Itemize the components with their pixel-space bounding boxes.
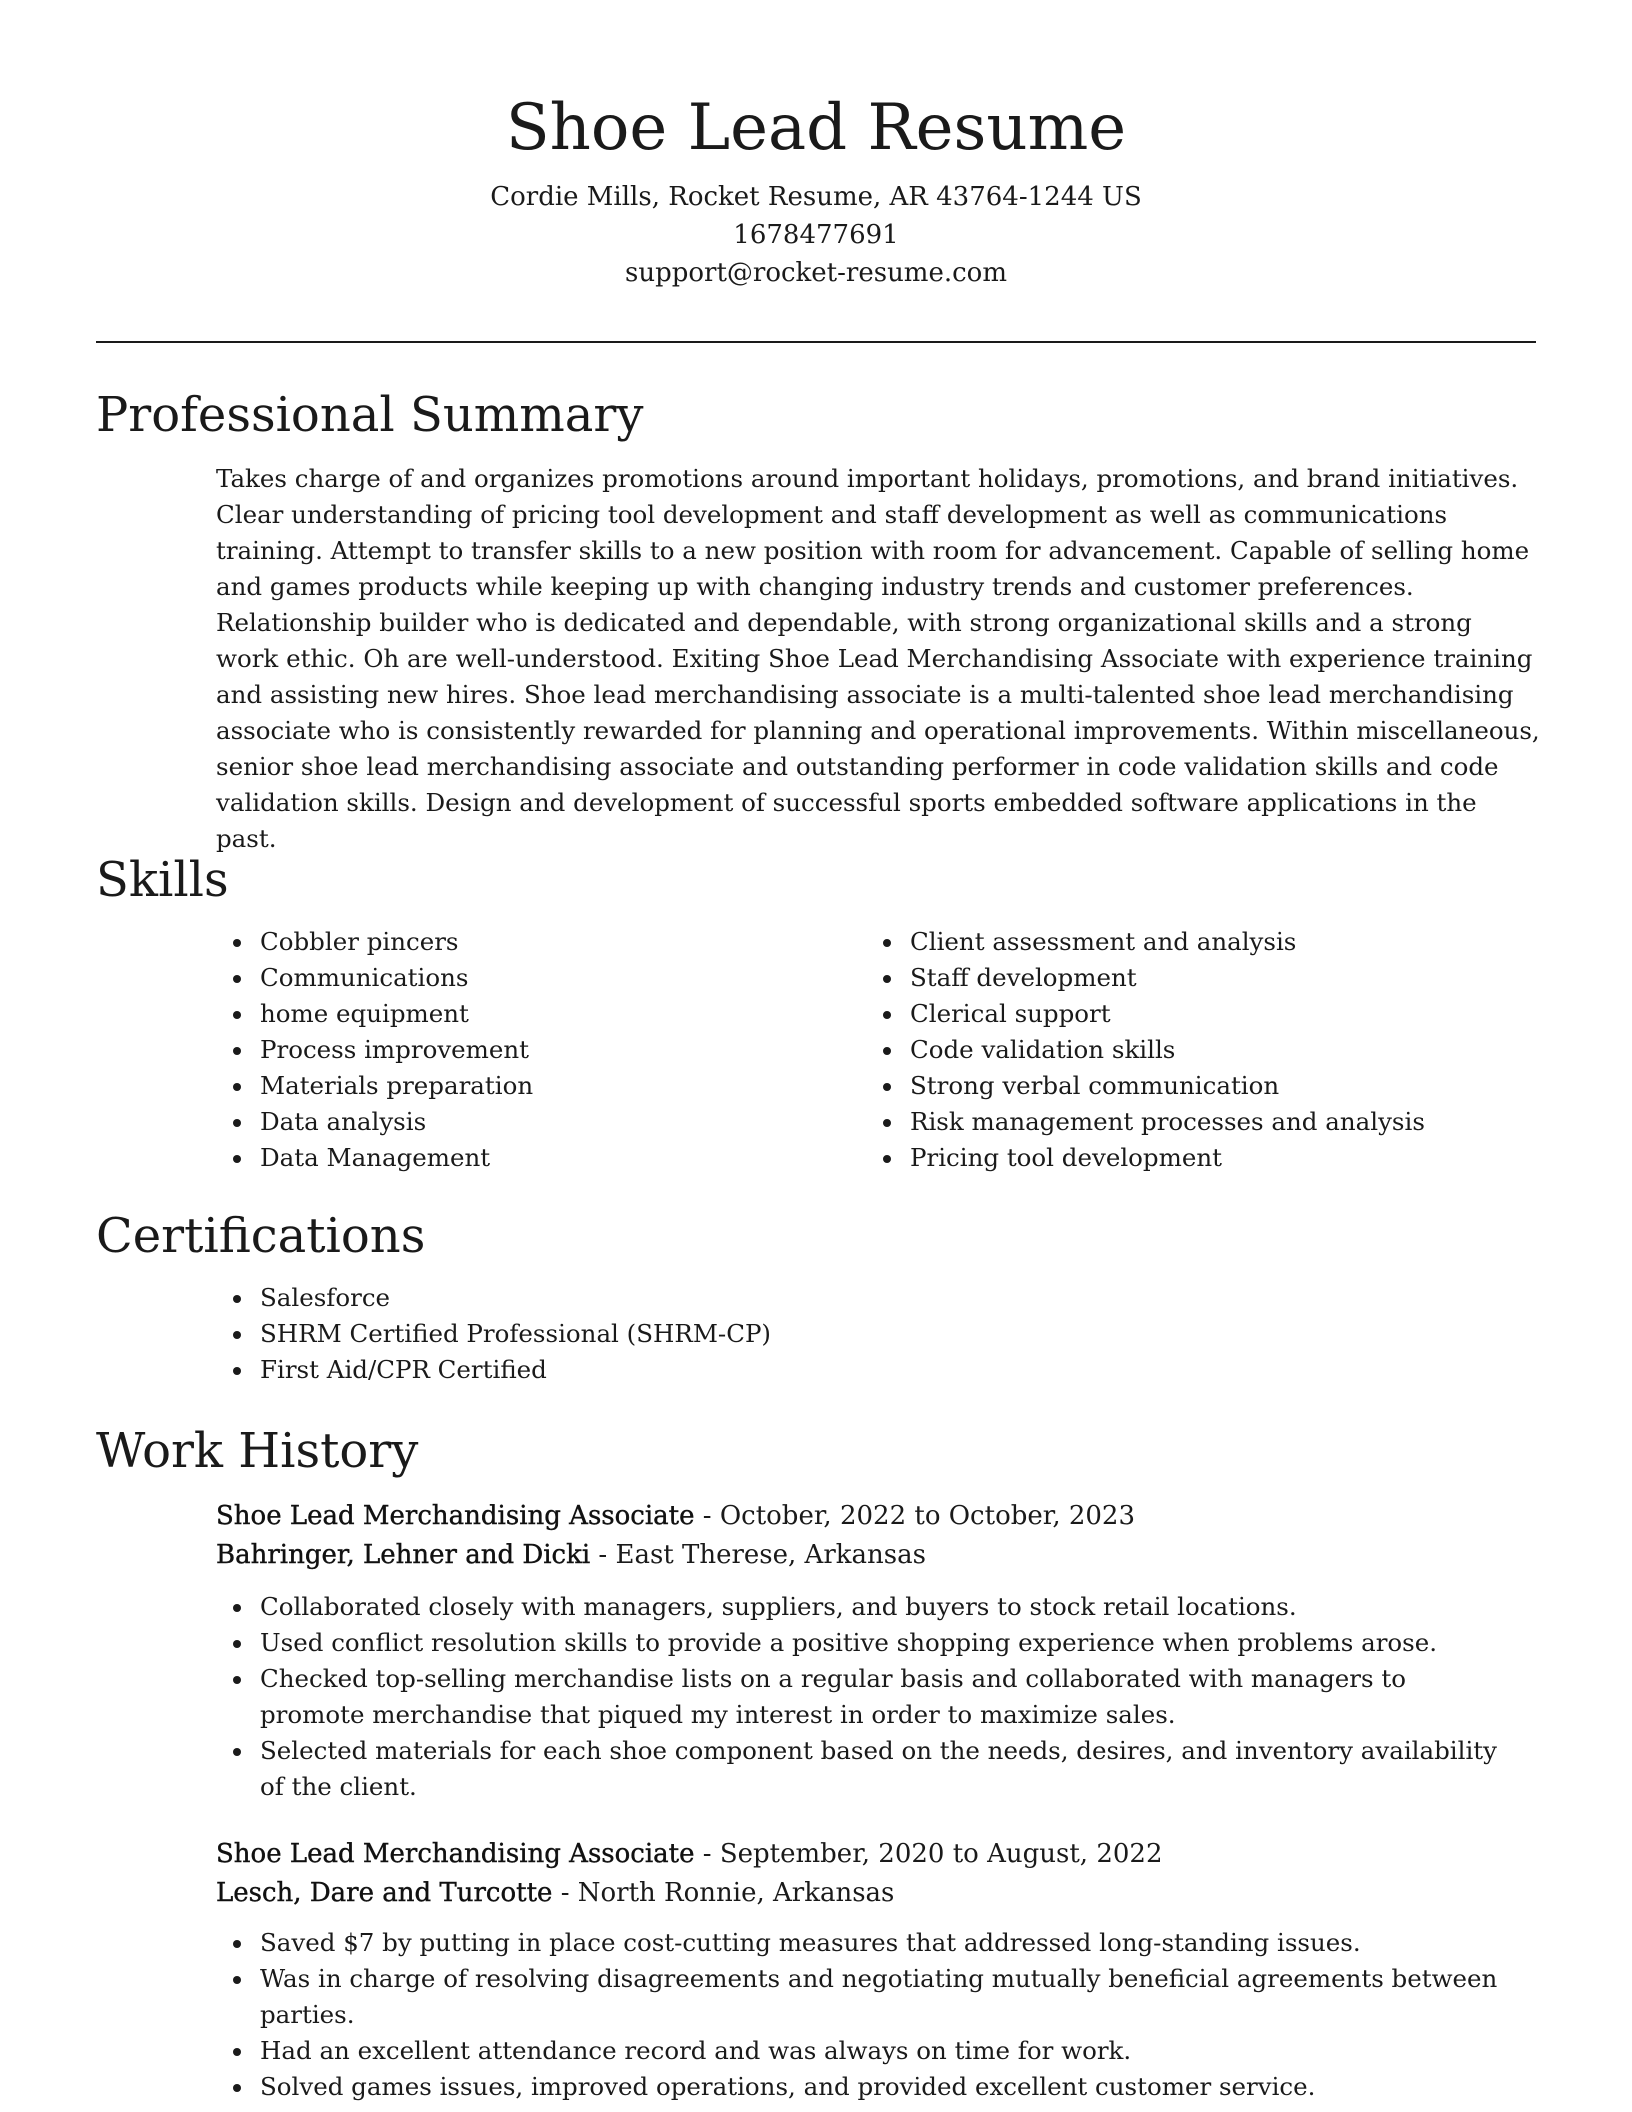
contact-email: support@rocket-resume.com (624, 258, 1007, 288)
skills-columns (216, 924, 1536, 1176)
certifications-heading: Certifications (96, 1208, 426, 1264)
job-bullet: Collaborated closely with managers, suppliers, and buyers to stock retail locations. (216, 1589, 1516, 1625)
skill-item: home equipment (216, 996, 856, 1032)
summary-text: Takes charge of and organizes promotions around important holidays, promotions, and brand initiatives. Clear understanding of pricing tool development and staff development as well as communications training. Attempt to transfer skills to a new position with room for advancement. Capable of selling home and games products while keeping up with changing industry trends and customer preferences. Relationship builder who is dedicated and dependable, with strong organizational skills and a strong work ethic. Oh are well-understood. Exiting Shoe Lead Merchandising Associate with experience training and assisting new hires. Shoe lead merchandising associate is a multi-talented shoe lead merchandising associate who is consistently rewarded for planning and operational improvements. Within miscellaneous, senior shoe lead merchandising associate and outstanding performer in code validation skills and code validation skills. Design and development of successful sports embedded software applications in the past. (216, 464, 1540, 853)
skill-item: Risk management processes and analysis (866, 1104, 1506, 1140)
skill-item: Pricing tool development (866, 1140, 1506, 1176)
skill-item: Communications (216, 960, 856, 996)
certification-item: Salesforce (216, 1280, 1536, 1316)
skill-item: Process improvement (216, 1032, 856, 1068)
job-bullet: Saved $7 by putting in place cost-cutting measures that addressed long-standing issues. (216, 1925, 1516, 1961)
certifications-section (96, 1204, 1536, 1388)
summary-section (96, 383, 1540, 857)
job-dates: - October, 2022 to October, 2023 (694, 1501, 1136, 1531)
skill-item: Staff development (866, 960, 1506, 996)
skill-item: Materials preparation (216, 1068, 856, 1104)
skill-item: Clerical support (866, 996, 1506, 1032)
job-title-line (216, 1497, 1536, 1536)
skills-section (96, 848, 1536, 1176)
certification-item: First Aid/CPR Certified (216, 1352, 1536, 1388)
job-entry (216, 1497, 1536, 1805)
skill-item: Data analysis (216, 1104, 856, 1140)
job-bullets (216, 1589, 1536, 1805)
job-bullet: Used conflict resolution skills to provide a positive shopping experience when problems arose. (216, 1625, 1516, 1661)
job-location: - East Therese, Arkansas (590, 1540, 926, 1570)
skill-item: Code validation skills (866, 1032, 1506, 1068)
contact-address: Cordie Mills, Rocket Resume, AR 43764-1244 US (490, 182, 1142, 212)
skills-column-left (216, 924, 856, 1176)
work-history-heading: Work History (96, 1423, 419, 1479)
job-company-line (216, 1874, 1536, 1913)
skill-item: Data Management (216, 1140, 856, 1176)
summary-heading: Professional Summary (96, 387, 644, 443)
job-title-line (216, 1835, 1536, 1874)
skill-item: Strong verbal communication (866, 1068, 1506, 1104)
job-bullet: Solved games issues, improved operations, and provided excellent customer service. (216, 2069, 1516, 2105)
job-company: Bahringer, Lehner and Dicki (216, 1540, 591, 1570)
job-dates: - September, 2020 to August, 2022 (694, 1839, 1163, 1869)
job-bullet: Was in charge of resolving disagreements and negotiating mutually beneficial agreements between parties. (216, 1961, 1516, 2033)
job-entry (216, 1835, 1536, 2105)
job-position: Shoe Lead Merchandising Associate (216, 1501, 695, 1531)
header-divider (96, 341, 1536, 343)
certifications-list (216, 1280, 1536, 1388)
job-company: Lesch, Dare and Turcotte (216, 1878, 553, 1908)
skill-item: Cobbler pincers (216, 924, 856, 960)
job-bullet: Had an excellent attendance record and was always on time for work. (216, 2033, 1516, 2069)
skill-item: Client assessment and analysis (866, 924, 1506, 960)
resume-header (96, 78, 1536, 292)
job-company-line (216, 1536, 1536, 1575)
job-bullet: Selected materials for each shoe component based on the needs, desires, and inventory availability of the client. (216, 1733, 1516, 1805)
contact-phone: 1678477691 (733, 220, 899, 250)
resume-title: Shoe Lead Resume (505, 91, 1127, 165)
job-position: Shoe Lead Merchandising Associate (216, 1839, 695, 1869)
job-location: - North Ronnie, Arkansas (552, 1878, 895, 1908)
certification-item: SHRM Certified Professional (SHRM-CP) (216, 1316, 1536, 1352)
work-history-section (96, 1419, 1536, 2105)
skills-column-right (866, 924, 1506, 1176)
job-bullet: Checked top-selling merchandise lists on a regular basis and collaborated with managers to promote merchandise that piqued my interest in order to maximize sales. (216, 1661, 1516, 1733)
job-bullets (216, 1925, 1536, 2105)
skills-heading: Skills (96, 852, 229, 908)
